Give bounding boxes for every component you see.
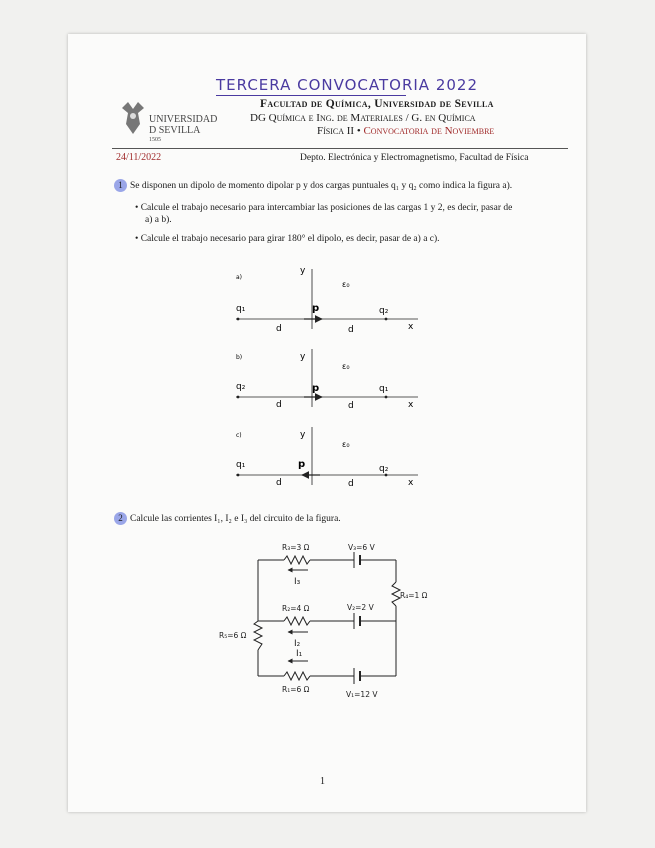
figure-c-tag: c) — [236, 432, 242, 439]
question-1-text: Se disponen un dipolo de momento dipolar p y dos cargas puntuales q₁ y q₂ como indica la figura a). — [130, 181, 513, 191]
label-r3: R₃=3 Ω — [282, 543, 310, 552]
figure-c-p: p — [298, 459, 306, 470]
exam-sheet — [68, 34, 586, 812]
figure-c-x: x — [408, 478, 414, 488]
course-line — [317, 125, 494, 137]
resistor-r4 — [392, 582, 400, 606]
faculty-name: Facultad de Química, Universidad de Sevilla — [260, 98, 494, 110]
course-name: Física II — [317, 125, 355, 137]
question-2-number: 2 — [114, 512, 127, 525]
figure-c-y: y — [300, 430, 306, 440]
question-1 — [114, 179, 512, 192]
label-i2: I₂ — [294, 639, 301, 649]
figure-b-x: x — [408, 400, 414, 410]
question-1-bullet-2: • Calcule el trabajo necesario para girar 180° el dipolo, es decir, pasar de a) a c). — [135, 234, 440, 244]
handwritten-title: TERCERA CONVOCATORIA 2022 — [216, 76, 479, 94]
figure-a-eps: ε₀ — [342, 280, 350, 289]
label-v1: V₁=12 V — [346, 690, 378, 699]
bullet-1-line-2: a) a b). — [145, 215, 172, 225]
figure-a-d1: d — [276, 324, 282, 334]
figure-b-eps: ε₀ — [342, 362, 350, 371]
label-r4: R₄=1 Ω — [400, 591, 428, 600]
figure-a-x: x — [408, 322, 414, 332]
figure-c-eps: ε₀ — [342, 440, 350, 449]
figure-c — [236, 427, 418, 489]
logo-line1: UNIVERSIDAD — [149, 114, 218, 125]
question-2 — [114, 512, 341, 525]
page-number: 1 — [320, 776, 325, 787]
figure-a — [236, 266, 418, 335]
logo-line3: 1505 — [149, 137, 161, 143]
batteries — [354, 552, 360, 684]
figure-b-right-charge: q₁ — [379, 384, 389, 394]
label-v2: V₂=2 V — [347, 603, 374, 612]
logo-line2: D SEVILLA — [149, 125, 201, 136]
title-underline — [216, 95, 406, 96]
circuit-diagram — [216, 534, 436, 704]
resistor-r1 — [284, 672, 310, 680]
figure-b-y: y — [300, 352, 306, 362]
course-separator: • — [356, 125, 361, 137]
exam-date: 24/11/2022 — [116, 152, 162, 163]
seal-icon — [118, 100, 148, 140]
figure-a-p: p — [312, 303, 320, 314]
figure-c-d2: d — [348, 479, 354, 489]
bullet-1-line-1: Calcule el trabajo necesario para intercambiar las posiciones de las cargas 1 y 2, es decir, pasar de — [140, 203, 513, 213]
resistor-r3 — [284, 556, 310, 564]
figure-b-p: p — [312, 383, 320, 394]
figure-a-y: y — [300, 266, 306, 276]
degree-name: DG Química e Ing. de Materiales / G. en Química — [250, 112, 476, 124]
department: Depto. Electrónica y Electromagnetismo, Facultad de Física — [300, 153, 529, 163]
resistor-r2 — [284, 617, 310, 625]
figure-b-d2: d — [348, 401, 354, 411]
label-r5: R₅=6 Ω — [219, 631, 247, 640]
resistor-r5 — [254, 621, 262, 650]
figure-c-right-charge: q₂ — [379, 464, 389, 474]
figure-a-right-charge: q₂ — [379, 306, 389, 316]
figure-b-tag: b) — [236, 354, 243, 361]
question-2-text: Calcule las corrientes I₁, I₂ e I₃ del circuito de la figura. — [130, 514, 341, 524]
figure-b — [236, 349, 418, 411]
figure-b-left-charge: q₂ — [236, 382, 246, 392]
figure-c-left-charge: q₁ — [236, 460, 246, 470]
label-v3: V₃=6 V — [348, 543, 375, 552]
question-1-bullet-1: • Calcule el trabajo necesario para intercambiar las posiciones de las cargas 1 y 2, es decir, pasar de — [135, 203, 513, 213]
figure-c-d1: d — [276, 478, 282, 488]
session-name: Convocatoria de Noviembre — [363, 125, 495, 137]
figure-a-d2: d — [348, 325, 354, 335]
dipole-figures — [228, 259, 428, 499]
label-r1: R₁=6 Ω — [282, 685, 310, 694]
question-1-number: 1 — [114, 179, 127, 192]
bullet-2-text: Calcule el trabajo necesario para girar 180° el dipolo, es decir, pasar de a) a c). — [140, 234, 440, 244]
label-r2: R₂=4 Ω — [282, 604, 310, 613]
label-i1: I₁ — [296, 649, 303, 659]
figure-a-tag: a) — [236, 274, 243, 281]
header-rule — [112, 148, 568, 149]
figure-b-d1: d — [276, 400, 282, 410]
figure-a-left-charge: q₁ — [236, 304, 246, 314]
label-i3: I₃ — [294, 577, 301, 587]
